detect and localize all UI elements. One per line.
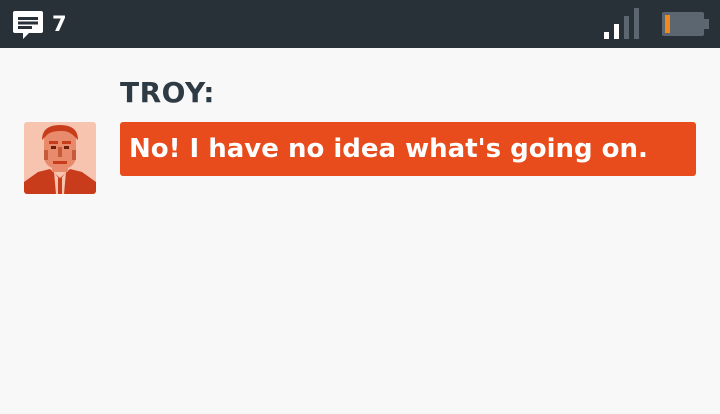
battery-icon <box>662 12 710 36</box>
status-bar <box>0 0 720 48</box>
signal-icon <box>602 8 642 40</box>
speaker-name: TROY: <box>120 76 216 109</box>
dialog-message: No! I have no idea what's going on. <box>120 122 696 176</box>
troy-avatar <box>24 122 96 194</box>
message-icon[interactable] <box>12 9 44 41</box>
troy-portrait-icon <box>24 122 96 194</box>
message-count: 7 <box>52 12 67 36</box>
